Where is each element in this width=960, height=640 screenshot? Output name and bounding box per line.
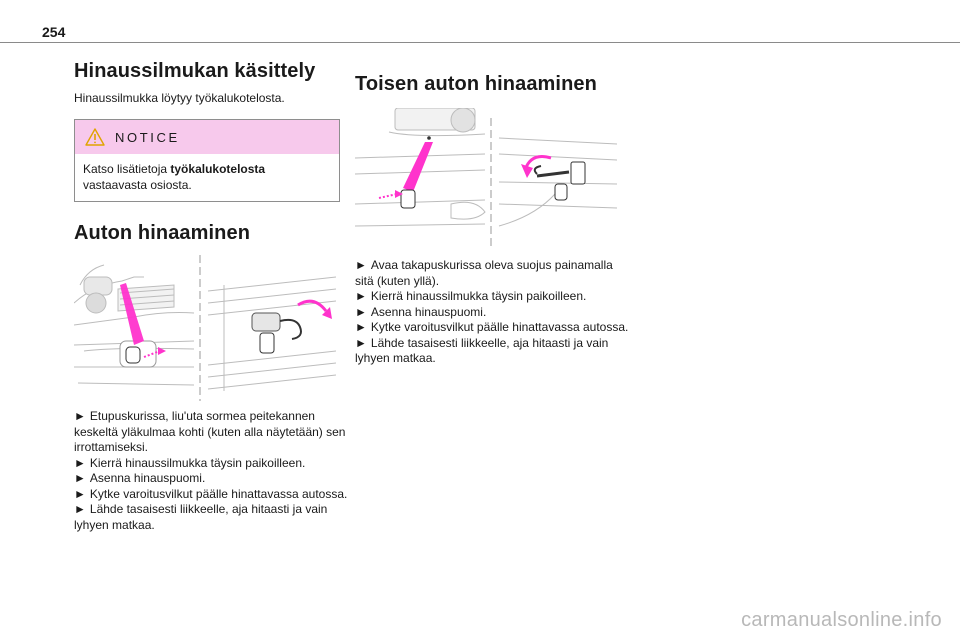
step-text: Lähde tasaisesti liikkeelle, aja hitaasti ja vain lyhyen matkaa. — [74, 502, 328, 532]
list-item — [74, 456, 349, 472]
step-text: Kierrä hinaussilmukka täysin paikoilleen. — [89, 455, 306, 470]
list-item — [74, 409, 349, 456]
top-divider — [0, 42, 960, 43]
arrow-bullet-icon: ► — [355, 289, 367, 303]
notice-header — [75, 120, 339, 154]
list-item — [74, 471, 349, 487]
arrow-bullet-icon: ► — [355, 335, 367, 350]
right-column — [355, 60, 630, 367]
arrow-bullet-icon: ► — [355, 320, 367, 334]
arrow-bullet-icon: ► — [355, 304, 367, 319]
arrow-bullet-icon: ► — [74, 502, 86, 516]
right-steps-list — [355, 258, 630, 367]
step-text: Lähde tasaisesti liikkeelle, aja hitaasti ja vain lyhyen matkaa. — [355, 335, 609, 365]
left-steps-list — [74, 409, 349, 533]
step-text: Kytke varoitusvilkut päälle hinattavassa autossa. — [370, 320, 629, 334]
arrow-bullet-icon: ► — [74, 409, 86, 423]
notice-body-suffix: vastaavasta osiosta. — [83, 178, 192, 192]
step-text: Kytke varoitusvilkut päälle hinattavassa autossa. — [89, 486, 348, 501]
watermark: carmanualsonline.info — [741, 609, 942, 631]
notice-body-bold: työkalukotelosta — [170, 162, 266, 176]
notice-box — [74, 119, 340, 202]
list-item — [355, 305, 630, 321]
list-item — [355, 289, 630, 305]
list-item — [74, 487, 349, 503]
step-text: Asenna hinauspuomi. — [89, 471, 206, 485]
section-title-towing-other: Toisen auton hinaaminen — [355, 73, 597, 95]
notice-title: NOTICE — [115, 129, 180, 145]
list-item — [355, 336, 630, 367]
step-text: Avaa takapuskurissa oleva suojus painamalla sitä (kuten yllä). — [355, 258, 613, 288]
list-item — [74, 502, 349, 533]
rear-towing-illustration — [355, 108, 617, 248]
arrow-bullet-icon: ► — [74, 471, 86, 485]
front-towing-illustration — [74, 255, 336, 401]
step-text: Asenna hinauspuomi. — [370, 304, 487, 319]
notice-body — [75, 154, 339, 201]
list-item — [355, 320, 630, 336]
left-column — [74, 60, 349, 533]
arrow-bullet-icon: ► — [74, 486, 86, 501]
step-text: Kierrä hinaussilmukka täysin paikoilleen. — [370, 289, 587, 303]
section-title-car-towing: Auton hinaaminen — [74, 222, 251, 244]
intro-text: Hinaussilmukka löytyy työkalukotelosta. — [74, 91, 285, 105]
step-text: Etupuskurissa, liu'uta sormea peitekannen keskeltä yläkulmaa kohti (kuten alla näytetään) sen irrottamiseksi. — [74, 409, 346, 454]
list-item — [355, 258, 630, 289]
arrow-bullet-icon: ► — [74, 455, 86, 470]
page-number: 254 — [42, 24, 66, 40]
notice-body-prefix: Katso lisätietoja — [83, 162, 171, 176]
section-title-towing-eye: Hinaussilmukan käsittely — [74, 60, 316, 82]
warning-triangle-icon — [85, 128, 105, 146]
arrow-bullet-icon: ► — [355, 258, 367, 272]
